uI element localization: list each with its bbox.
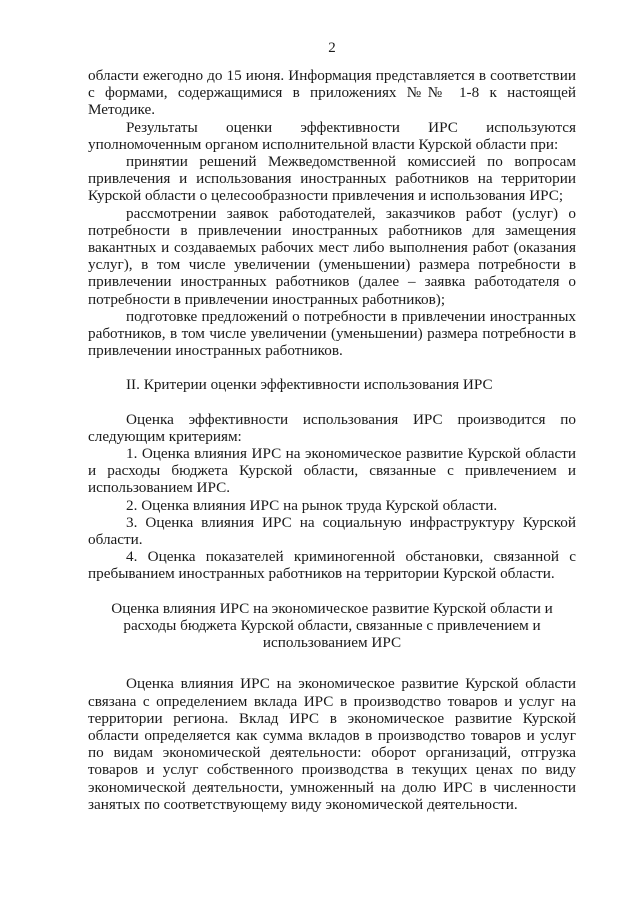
paragraph-results-usage: Результаты оценки эффективности ИРС используются уполномоченным органом исполнительной власти Курской области при: [88,118,576,153]
paragraph-decisions: принятии решений Межведомственной комиссией по вопросам привлечения и использования иностранных работников на территории Курской области о целесообразности привлечения и использования ИРС; [88,153,576,205]
subsection-heading [88,600,576,652]
subsection-heading-line: Оценка влияния ИРС на экономическое развитие Курской области и [111,599,553,617]
document-body [88,67,576,813]
subsection-heading-line: расходы бюджета Курской области, связанные с привлечением и [123,616,541,634]
criterion-item: 1. Оценка влияния ИРС на экономическое развитие Курской области и расходы бюджета Курской области, связанные с привлечением и использованием ИРС. [88,445,576,497]
paragraph-proposals: подготовке предложений о потребности в привлечении иностранных работников, в том числе увеличении (уменьшении) размера потребности в привлечении иностранных работников. [88,307,576,360]
criterion-item: 4. Оценка показателей криминогенной обстановки, связанной с пребыванием иностранных работников на территории Курской области. [88,548,576,583]
subsection-heading-line: использованием ИРС [262,634,402,652]
criterion-item: 2. Оценка влияния ИРС на рынок труда Курской области. [126,496,498,514]
criteria-intro: Оценка эффективности использования ИРС производится по следующим критериям: [88,410,576,445]
criterion-item: 3. Оценка влияния ИРС на социальную инфраструктуру Курской области. [88,513,576,549]
paragraph-applications: рассмотрении заявок работодателей, заказчиков работ (услуг) о потребности в привлечении иностранных работников для замещения вакантных и создаваемых рабочих мест либо выполнения работ (оказания услуг), в том числе увеличении (уменьшении) размера потребности в привлечении иностранных работников (далее – заявка работодателя о потребности в привлечении иностранных работников); [88,204,576,308]
page-number: 2 [328,40,336,56]
section-heading: II. Критерии оценки эффективности использования ИРС [126,376,493,394]
subsection-text: Оценка влияния ИРС на экономическое развитие Курской области связана с определением вклада ИРС в производство товаров и услуг на территории региона. Вклад ИРС в экономическое развитие Курской области определяется как сумма вкладов в производство товаров и услуг по видам экономической деятельности: оборот организаций, отгрузка товаров и услуг собственного производства в текущих ценах по виду экономической деятельности, умноженный на долю ИРС в численности занятых по соответствующему виду экономической деятельности. [88,675,576,813]
paragraph-continuation: области ежегодно до 15 июня. Информация представляется в соответствии с формами, содержащимися в приложениях №№ 1-8 к настоящей Методике. [88,67,576,119]
